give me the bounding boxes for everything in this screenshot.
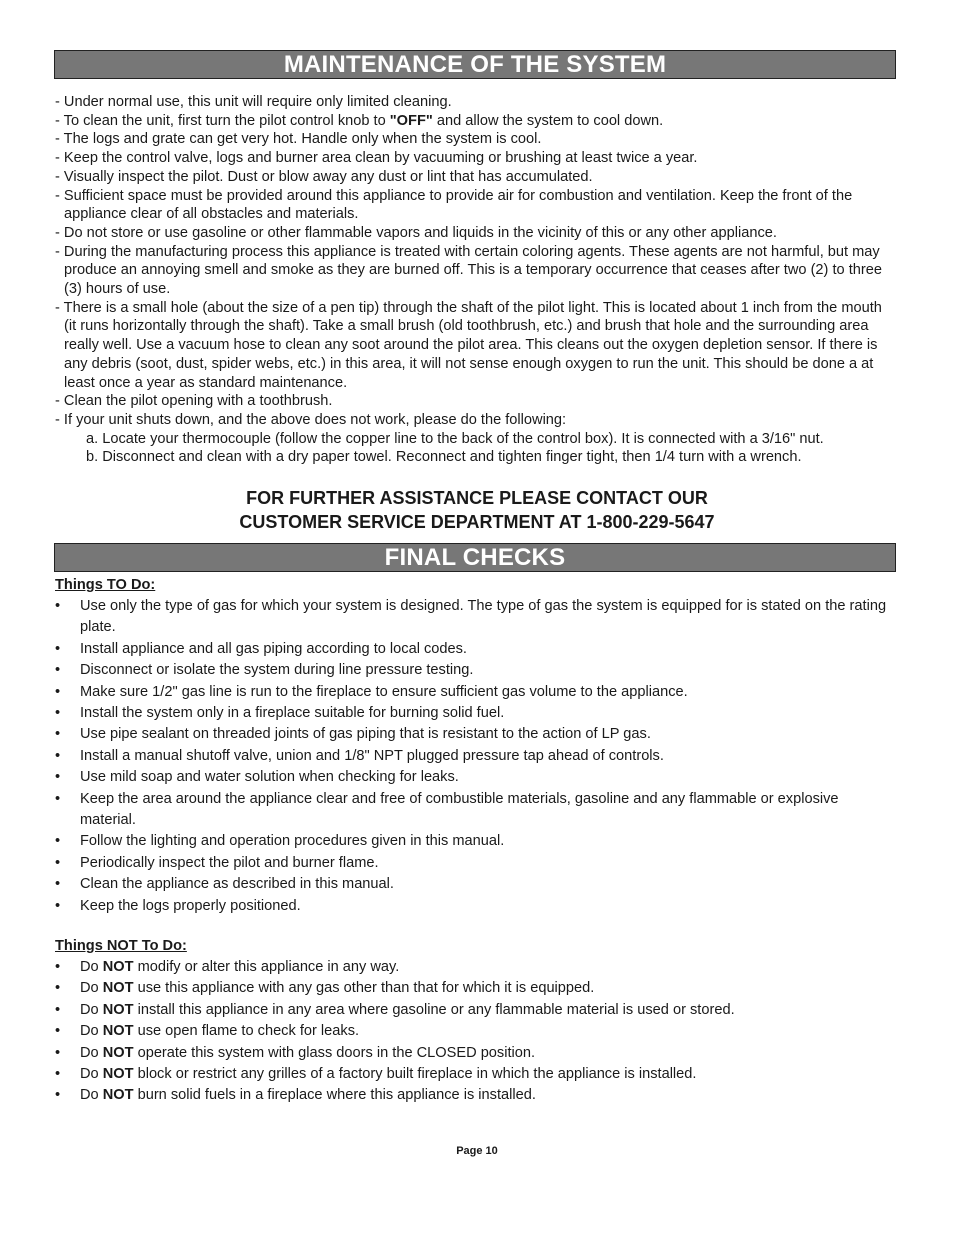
list-item	[55, 978, 897, 999]
bullet-icon: •	[55, 959, 61, 975]
final-checks-section-title: FINAL CHECKS	[54, 543, 896, 572]
bullet-icon: •	[55, 705, 61, 722]
do-word: Do	[80, 980, 103, 997]
bullet-icon: •	[55, 833, 61, 850]
list-item: - Clean the pilot opening with a toothbrush.	[55, 393, 333, 410]
list-item	[55, 1021, 897, 1042]
list-item	[55, 411, 897, 467]
list-item	[55, 660, 897, 681]
bullet-icon: •	[55, 980, 61, 997]
list-item-text: use this appliance with any gas other than that for which it is equipped.	[133, 980, 595, 997]
things-not-to-do-list	[55, 957, 897, 1107]
not-emphasis: NOT	[102, 1087, 134, 1104]
not-emphasis: NOT	[102, 980, 134, 997]
list-item	[55, 596, 897, 639]
list-item-text: use open flame to check for leaks.	[133, 1023, 360, 1040]
list-item-text: operate this system with glass doors in the CLOSED position.	[133, 1044, 536, 1061]
list-item	[55, 831, 897, 852]
do-word: Do	[80, 1044, 103, 1061]
bullet-icon: •	[55, 598, 61, 614]
list-item-text: modify or alter this appliance in any way.	[133, 959, 400, 975]
list-item	[55, 1064, 897, 1085]
list-item: - Keep the control valve, logs and burner area clean by vacuuming or brushing at least twice a year.	[55, 150, 698, 167]
list-item: - During the manufacturing process this appliance is treated with certain coloring agents. These agents are not harmful, but may produce an annoying smell and smoke as they are burned off. This is a temporary occurrence that ceases after two (2) to three (3) hours of use.	[55, 243, 882, 298]
list-item: - Sufficient space must be provided around this appliance to provide air for combustion and ventilation. Keep the front of the appliance clear of all obstacles and materials.	[55, 187, 853, 223]
do-word: Do	[80, 1066, 103, 1083]
things-to-do-heading: Things TO Do:	[55, 577, 156, 593]
list-item-text: - If your unit shuts down, and the above does not work, please do the following:	[55, 411, 567, 428]
maintenance-section-title: MAINTENANCE OF THE SYSTEM	[54, 50, 896, 79]
list-item	[55, 639, 897, 660]
list-item	[55, 1000, 897, 1021]
bullet-icon: •	[55, 876, 61, 893]
list-item-text: - To clean the unit, first turn the pilot control knob to	[55, 112, 390, 129]
not-emphasis: NOT	[102, 959, 134, 975]
list-item-text: Use pipe sealant on threaded joints of gas piping that is resistant to the action of LP gas.	[80, 726, 651, 743]
list-item: - There is a small hole (about the size of a pen tip) through the shaft of the pilot light. This is located about 1 inch from the mouth (it runs horizontally through the shaft). Take a small brush (old toothbrush, etc.) and brush that hole and the surrounding area really well. Use a vacuum hose to clean any soot around the pilot area. This cleans out the oxygen depletion sensor. If there is any debris (soot, dust, spider webs, etc.) in this area, it will not sense enough oxygen to run the unit. This should be done a at least once a year as standard maintenance.	[55, 299, 882, 391]
list-item	[55, 789, 897, 832]
not-emphasis: NOT	[102, 1066, 134, 1083]
list-item-text: Use only the type of gas for which your system is designed. The type of gas the system is equipped for is stated on the rating plate.	[80, 598, 887, 636]
do-word: Do	[80, 1001, 103, 1018]
list-item	[55, 724, 897, 745]
list-item-text: Keep the area around the appliance clear and free of combustible materials, gasoline and any flammable or explosive material.	[80, 790, 839, 829]
list-item	[55, 896, 897, 917]
sub-step-a: a. Locate your thermocouple (follow the copper line to the back of the control box). It is connected with a 3/16" nut.	[86, 430, 824, 447]
customer-service-notice	[0, 487, 954, 534]
bullet-icon: •	[55, 790, 61, 807]
list-item-text: block or restrict any grilles of a factory built fireplace in which the appliance is installed.	[133, 1066, 697, 1083]
do-word: Do	[80, 1023, 103, 1040]
list-item-text: Clean the appliance as described in this manual.	[80, 876, 394, 893]
list-item-text: Use mild soap and water solution when checking for leaks.	[80, 769, 459, 786]
list-item: - The logs and grate can get very hot. Handle only when the system is cool.	[55, 131, 542, 148]
list-item-text: install this appliance in any area where gasoline or any flammable material is used or stored.	[133, 1001, 735, 1018]
not-emphasis: NOT	[102, 1023, 134, 1040]
list-item	[55, 1085, 897, 1106]
list-item-text: Install a manual shutoff valve, union and 1/8" NPT plugged pressure tap ahead of controls.	[80, 747, 664, 764]
list-item: - Visually inspect the pilot. Dust or blow away any dust or lint that has accumulated.	[55, 168, 593, 185]
bullet-icon: •	[55, 747, 61, 764]
bullet-icon: •	[55, 683, 61, 700]
list-item-text: Install the system only in a fireplace suitable for burning solid fuel.	[80, 705, 505, 722]
things-to-do-list	[55, 596, 897, 917]
list-item-text: Periodically inspect the pilot and burner flame.	[80, 854, 379, 871]
list-item	[55, 1043, 897, 1064]
list-item-text: Keep the logs properly positioned.	[80, 897, 301, 914]
assistance-line-2: CUSTOMER SERVICE DEPARTMENT AT 1-800-229-5647	[239, 511, 715, 532]
not-emphasis: NOT	[102, 1001, 134, 1018]
bullet-icon: •	[55, 897, 61, 914]
bullet-icon: •	[55, 662, 61, 679]
list-item-text: burn solid fuels in a fireplace where this appliance is installed.	[133, 1087, 536, 1104]
do-word: Do	[80, 1087, 103, 1104]
things-not-to-do-heading: Things NOT To Do:	[55, 938, 187, 954]
list-item-text: Follow the lighting and operation procedures given in this manual.	[80, 833, 505, 850]
bullet-icon: •	[55, 640, 61, 657]
list-item	[55, 853, 897, 874]
list-item	[55, 874, 897, 895]
list-item: - Under normal use, this unit will require only limited cleaning.	[55, 94, 452, 110]
list-item	[55, 112, 897, 131]
bullet-icon: •	[55, 769, 61, 786]
sub-step-b: b. Disconnect and clean with a dry paper towel. Reconnect and tighten finger tight, then 1/4 turn with a wrench.	[86, 449, 802, 466]
list-item: - Do not store or use gasoline or other flammable vapors and liquids in the vicinity of this or any other appliance.	[55, 224, 777, 241]
bullet-icon: •	[55, 1001, 61, 1018]
list-item	[55, 957, 897, 978]
list-item	[55, 682, 897, 703]
bullet-icon: •	[55, 854, 61, 871]
maintenance-list	[55, 93, 897, 467]
list-item-text-tail: and allow the system to cool down.	[432, 112, 664, 129]
off-emphasis: "OFF"	[389, 112, 433, 129]
not-emphasis: NOT	[102, 1044, 134, 1061]
bullet-icon: •	[55, 1066, 61, 1083]
list-item-text: Make sure 1/2" gas line is run to the fireplace to ensure sufficient gas volume to the appliance.	[80, 683, 688, 700]
page-number: Page 10	[456, 1145, 498, 1157]
list-item-text: Disconnect or isolate the system during line pressure testing.	[80, 662, 474, 679]
list-item	[55, 746, 897, 767]
bullet-icon: •	[55, 1087, 61, 1104]
bullet-icon: •	[55, 726, 61, 743]
assistance-line-1: FOR FURTHER ASSISTANCE PLEASE CONTACT OUR	[246, 488, 708, 508]
bullet-icon: •	[55, 1023, 61, 1040]
list-item-text: Install appliance and all gas piping according to local codes.	[80, 640, 467, 657]
do-word: Do	[80, 959, 103, 975]
list-item	[55, 767, 897, 788]
bullet-icon: •	[55, 1044, 61, 1061]
list-item	[55, 703, 897, 724]
